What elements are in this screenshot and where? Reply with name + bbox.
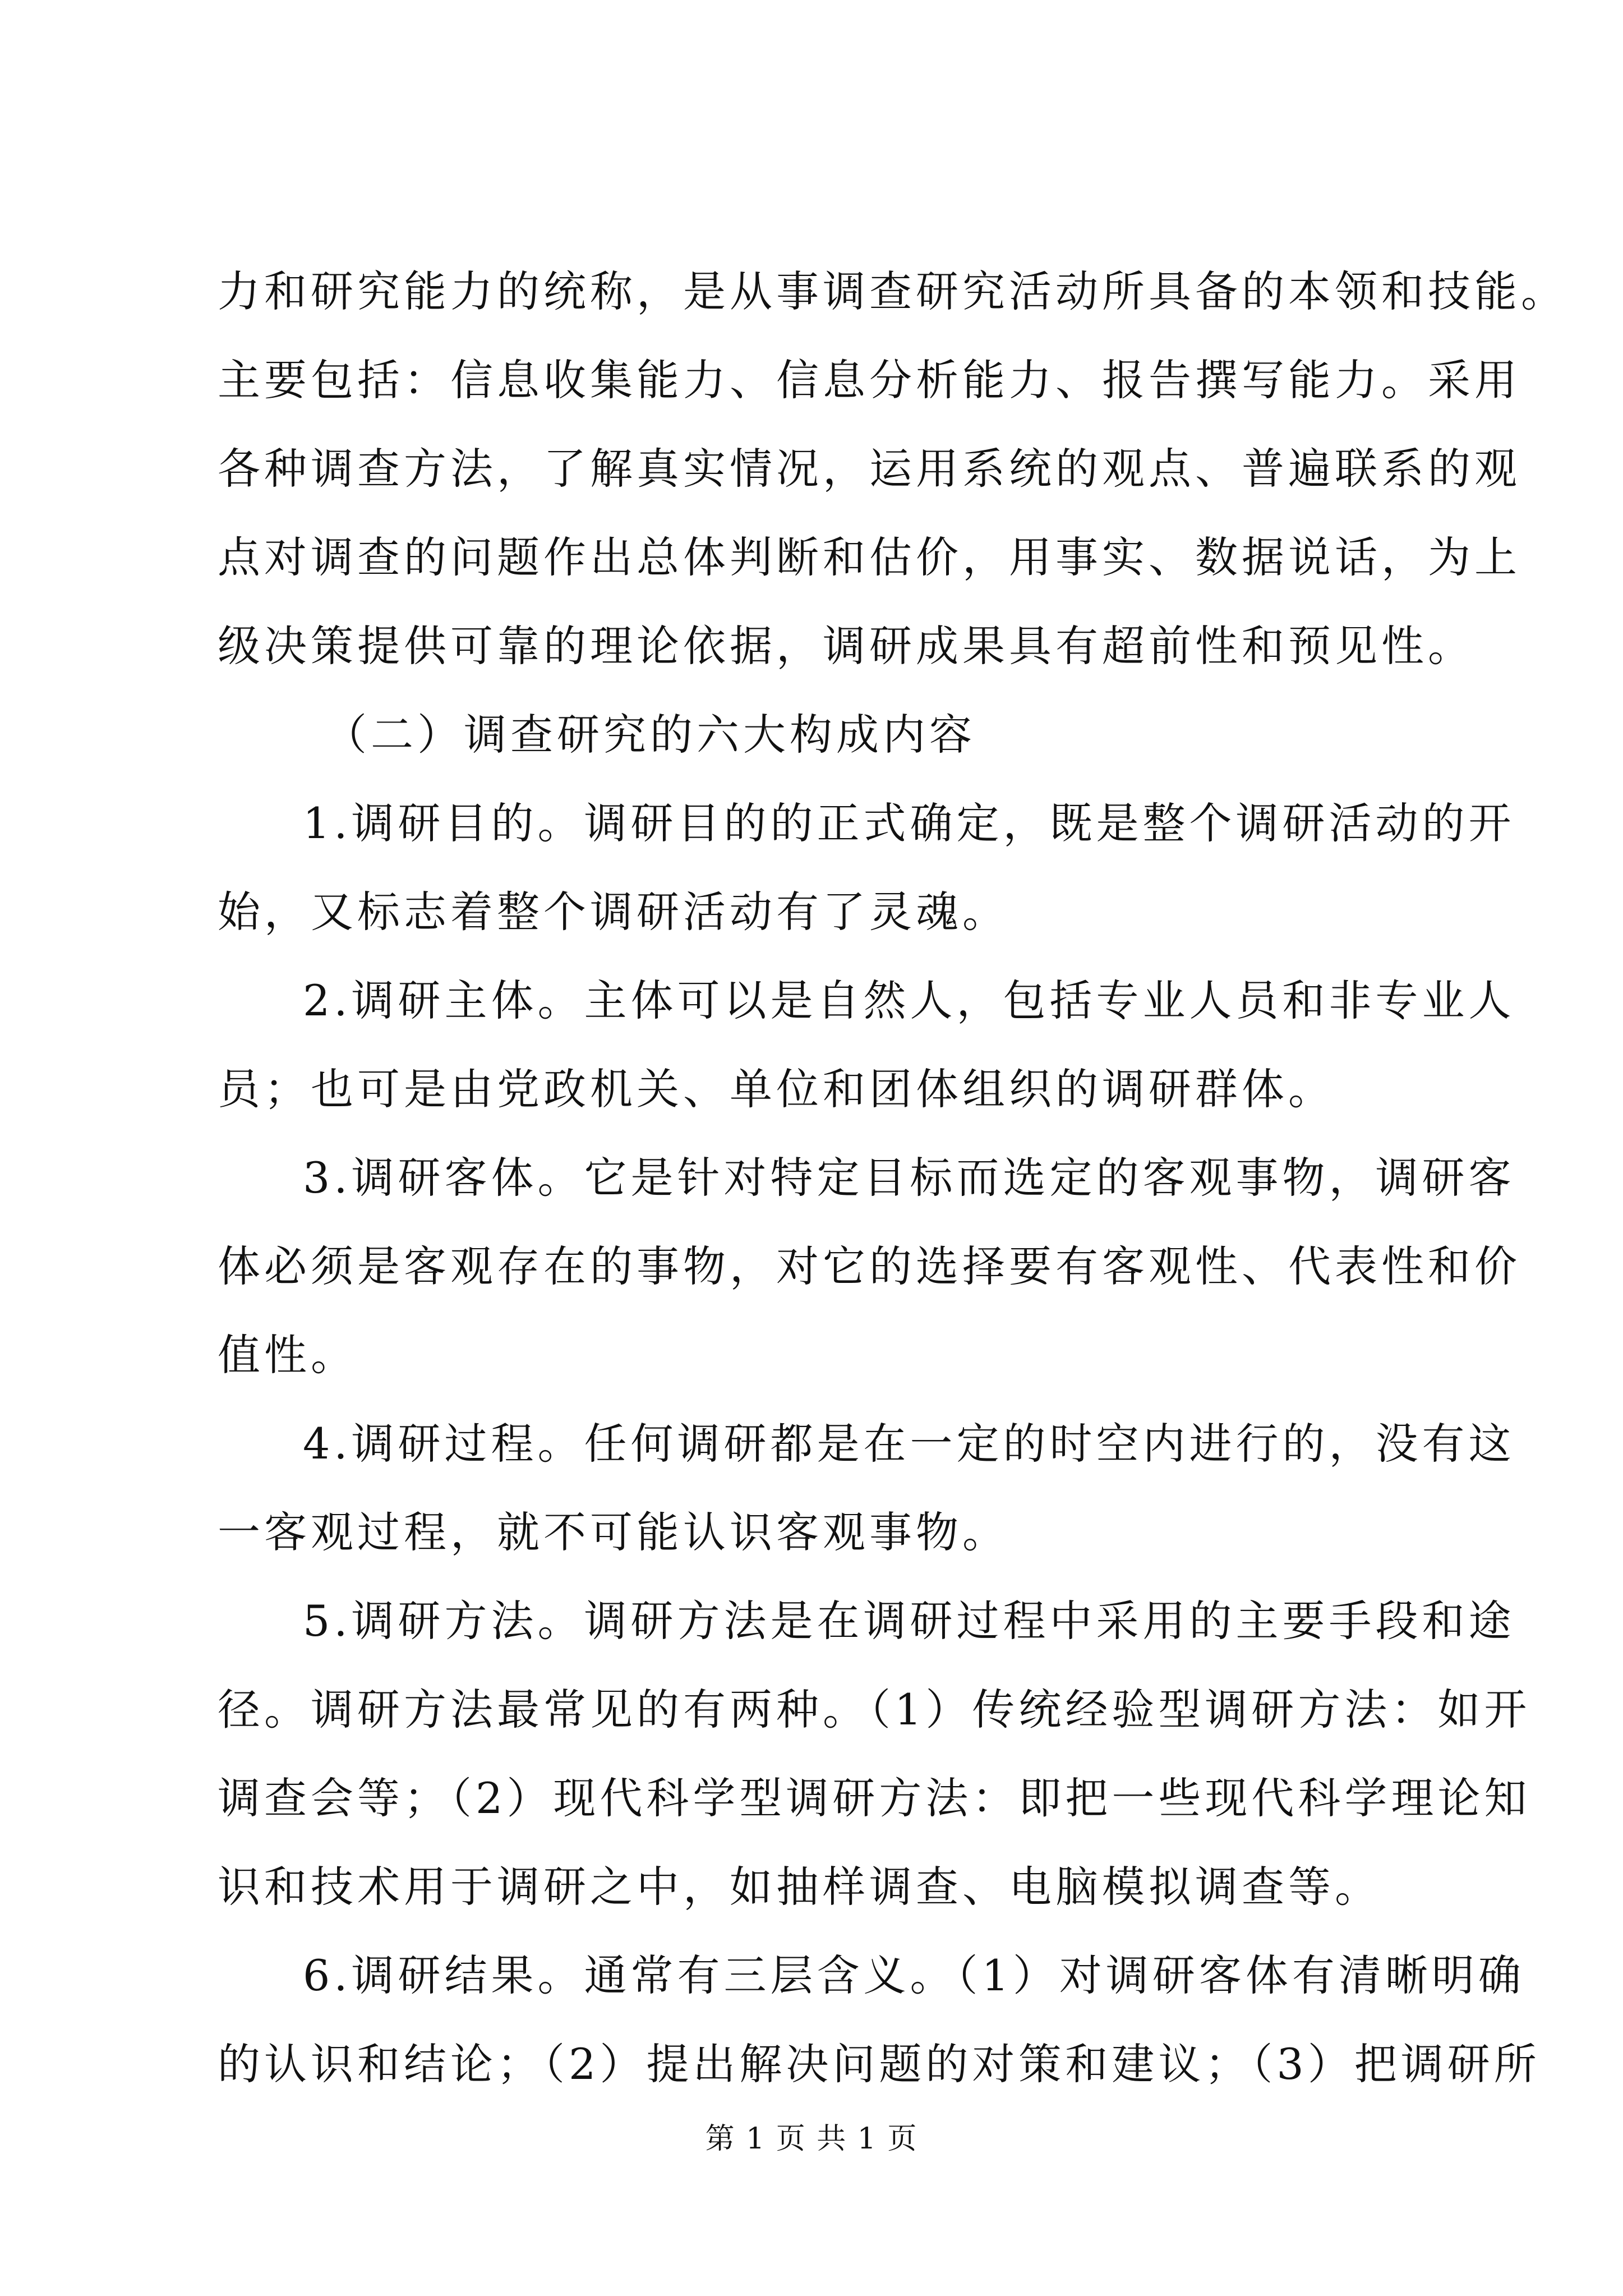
- text-line: 员；也可是由党政机关、单位和团体组织的调研群体。: [218, 1064, 1335, 1114]
- text-line: 体必须是客观存在的事物，对它的选择要有客观性、代表性和价: [218, 1241, 1521, 1291]
- text-line: 力和研究能力的统称，是从事调查研究活动所具备的本领和技能。: [218, 266, 1567, 316]
- text-line: 3.调研客体。它是针对特定目标而选定的客观事物，调研客: [303, 1153, 1515, 1203]
- text-line: 主要包括：信息收集能力、信息分析能力、报告撰写能力。采用: [218, 355, 1521, 405]
- text-line: 识和技术用于调研之中，如抽样调查、电脑模拟调查等。: [218, 1862, 1381, 1912]
- text-line: 点对调查的问题作出总体判断和估价，用事实、数据说话，为上: [218, 532, 1521, 582]
- text-line: 6.调研结果。通常有三层含义。（1）对调研客体有清晰明确: [303, 1950, 1525, 2000]
- text-line: 始，又标志着整个调研活动有了灵魂。: [218, 887, 1009, 937]
- text-line: 级决策提供可靠的理论依据，调研成果具有超前性和预见性。: [218, 621, 1474, 671]
- text-line: 4.调研过程。任何调研都是在一定的时空内进行的，没有这: [303, 1419, 1515, 1469]
- page-footer: 第 1 页 共 1 页: [705, 2122, 918, 2156]
- text-line: 调查会等；（2）现代科学型调研方法：即把一些现代科学理论知: [218, 1773, 1531, 1823]
- text-line: 的认识和结论；（2）提出解决问题的对策和建议；（3）把调研所: [218, 2039, 1541, 2089]
- section-heading: （二）调查研究的六大构成内容: [324, 710, 976, 760]
- text-line: 一客观过程，就不可能认识客观事物。: [218, 1507, 1009, 1557]
- text-line: 1.调研目的。调研目的的正式确定，既是整个调研活动的开: [303, 798, 1515, 848]
- text-line: 径。调研方法最常见的有两种。（1）传统经验型调研方法：如开: [218, 1685, 1531, 1734]
- text-line: 各种调查方法，了解真实情况，运用系统的观点、普遍联系的观: [218, 444, 1521, 494]
- text-line: 值性。: [218, 1330, 357, 1380]
- text-line: 2.调研主体。主体可以是自然人，包括专业人员和非专业人: [303, 976, 1515, 1025]
- text-line: 5.调研方法。调研方法是在调研过程中采用的主要手段和途: [303, 1596, 1515, 1646]
